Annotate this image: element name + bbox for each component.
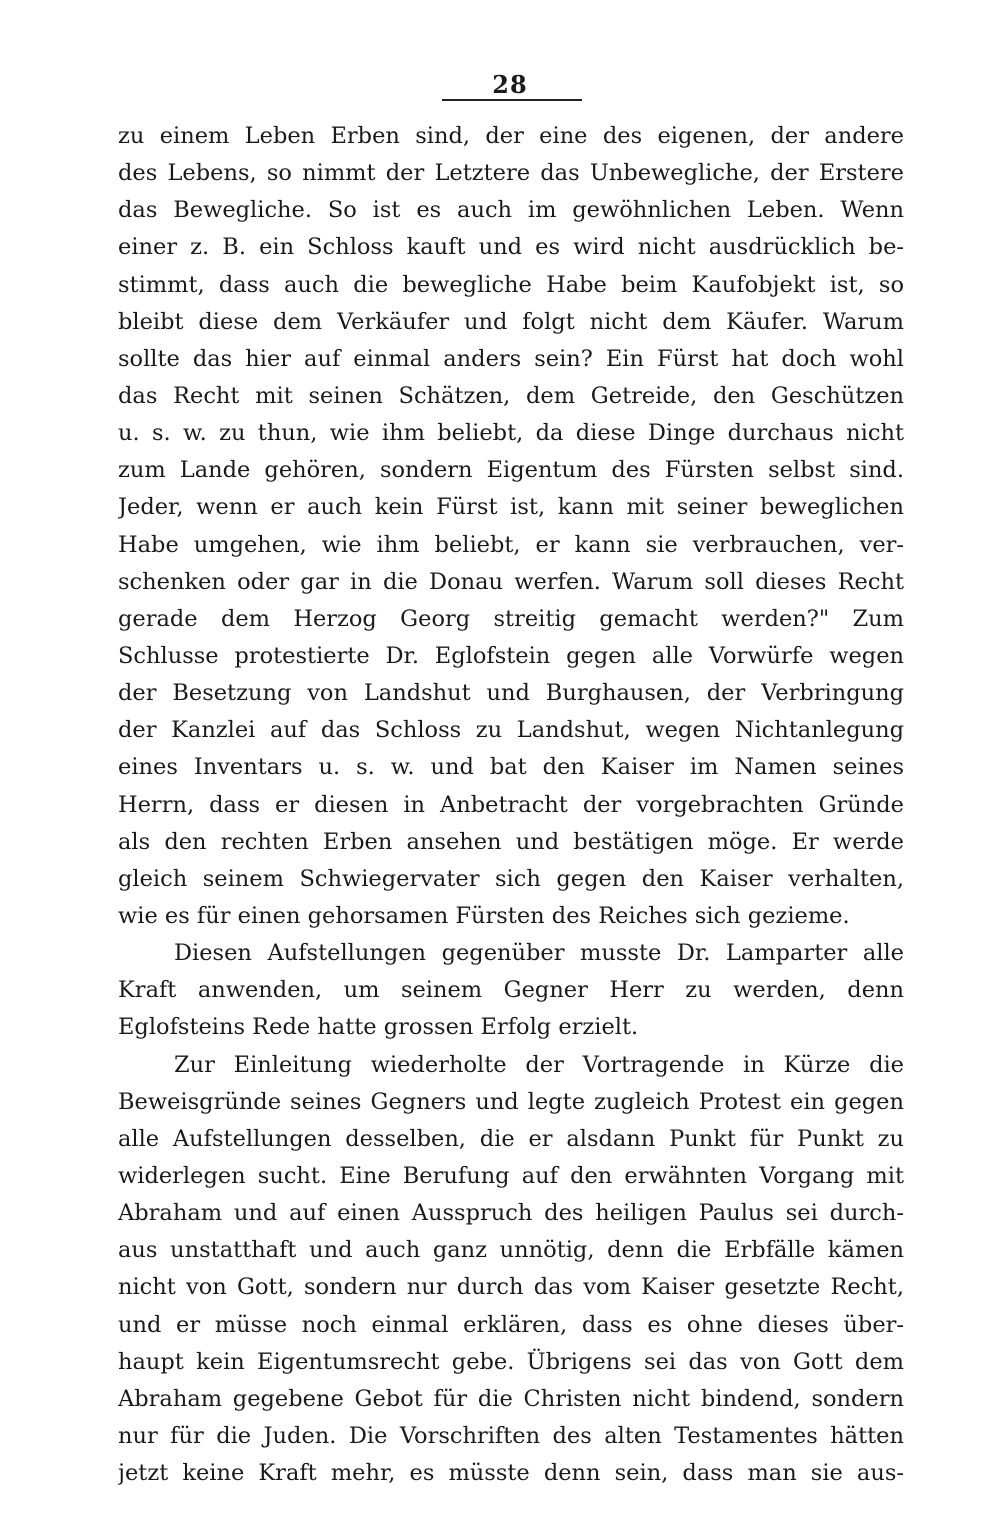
text-line: der Besetzung von Landshut und Burghausen, der Verbringung [118,680,904,707]
page-number: 28 [492,70,528,99]
text-line: Schlusse protestierte Dr. Eglofstein gegen alle Vorwürfe wegen [118,642,904,669]
text-line: eines Inventars u. s. w. und bat den Kaiser im Namen seines [118,754,904,781]
text-line: nur für die Juden. Die Vorschriften des alten Testamentes hätten [118,1422,904,1449]
text-line: und er müsse noch einmal erklären, dass es ohne dieses über- [118,1311,904,1338]
page-number-rule [442,99,582,101]
text-line: einer z. B. ein Schloss kauft und es wird nicht ausdrücklich be- [118,234,904,261]
text-line: Kraft anwenden, um seinem Gegner Herr zu werden, denn [118,977,904,1004]
text-line: wie es für einen gehorsamen Fürsten des Reiches sich gezieme. [118,902,850,929]
text-line: Herrn, dass er diesen in Anbetracht der vorgebrachten Gründe [118,791,904,818]
text-line: stimmt, dass auch die bewegliche Habe beim Kaufobjekt ist, so [118,271,904,298]
text-line: das Bewegliche. So ist es auch im gewöhnlichen Leben. Wenn [118,197,904,224]
text-line: der Kanzlei auf das Schloss zu Landshut, wegen Nichtanlegung [118,717,904,744]
text-line: Habe umgehen, wie ihm beliebt, er kann sie verbrauchen, ver- [118,531,904,558]
text-line: haupt kein Eigentumsrecht gebe. Übrigens sei das von Gott dem [118,1348,904,1375]
text-line: zu einem Leben Erben sind, der eine des eigenen, der andere [118,123,904,149]
text-line: Eglofsteins Rede hatte grossen Erfolg erzielt. [118,1014,639,1041]
text-line: bleibt diese dem Verkäufer und folgt nicht dem Käufer. Warum [118,308,904,335]
text-line: Abraham und auf einen Ausspruch des heiligen Paulus sei durch- [118,1200,904,1227]
text-line: aus unstatthaft und auch ganz unnötig, denn die Erbfälle kämen [118,1237,904,1264]
text-line: nicht von Gott, sondern nur durch das vom Kaiser gesetzte Recht, [118,1274,904,1301]
text-line: jetzt keine Kraft mehr, es müsste denn sein, dass man sie aus- [118,1460,904,1487]
text-line: alle Aufstellungen desselben, die er alsdann Punkt für Punkt zu [118,1125,904,1152]
text-line: sollte das hier auf einmal anders sein? Ein Fürst hat doch wohl [118,345,904,372]
text-line: des Lebens, so nimmt der Letztere das Unbewegliche, der Erstere [118,160,904,187]
text-line: widerlegen sucht. Eine Berufung auf den erwähnten Vorgang mit [118,1162,904,1189]
text-line: Beweisgründe seines Gegners und legte zugleich Protest ein gegen [118,1088,904,1115]
text-line: Jeder, wenn er auch kein Fürst ist, kann mit seiner beweglichen [118,494,904,521]
text-line: Abraham gegebene Gebot für die Christen nicht bindend, sondern [118,1385,904,1412]
text-line: das Recht mit seinen Schätzen, dem Getreide, den Geschützen [118,382,904,409]
text-line: Zur Einleitung wiederholte der Vortragende in Kürze die [174,1051,904,1078]
text-line: gerade dem Herzog Georg streitig gemacht werden?" Zum [118,605,904,632]
text-line: u. s. w. zu thun, wie ihm beliebt, da diese Dinge durchaus nicht [118,420,904,447]
text-line: als den rechten Erben ansehen und bestätigen möge. Er werde [118,828,904,855]
body-text [118,118,904,1492]
text-line: gleich seinem Schwiegervater sich gegen den Kaiser verhalten, [118,865,904,892]
text-line: schenken oder gar in die Donau werfen. Warum soll dieses Recht [118,568,904,595]
text-line: Diesen Aufstellungen gegenüber musste Dr. Lamparter alle [174,940,904,967]
text-line: zum Lande gehören, sondern Eigentum des Fürsten selbst sind. [118,457,904,484]
